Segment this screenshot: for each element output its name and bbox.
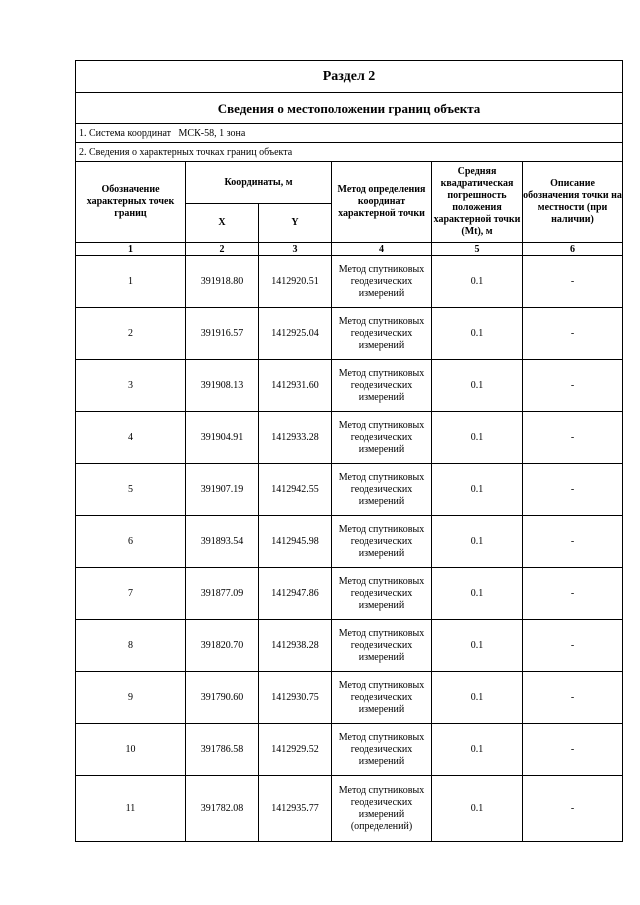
method-cell: Метод спутниковых геодезических измерений [332, 516, 432, 568]
y-coordinate-cell: 1412931.60 [259, 360, 332, 412]
method-cell: Метод спутниковых геодезических измерений [332, 308, 432, 360]
column-numbers-row [76, 243, 623, 256]
point-cell: 10 [76, 724, 186, 776]
point-cell: 6 [76, 516, 186, 568]
accuracy-cell: 0.1 [432, 724, 523, 776]
description-cell: - [523, 568, 623, 620]
accuracy-cell: 0.1 [432, 256, 523, 308]
y-coordinate-cell: 1412935.77 [259, 776, 332, 842]
table-row [76, 360, 623, 412]
point-cell: 7 [76, 568, 186, 620]
y-coordinate-cell: 1412920.51 [259, 256, 332, 308]
accuracy-cell: 0.1 [432, 308, 523, 360]
point-cell: 2 [76, 308, 186, 360]
description-cell: - [523, 256, 623, 308]
point-cell: 1 [76, 256, 186, 308]
method-cell: Метод спутниковых геодезических измерений [332, 724, 432, 776]
description-cell: - [523, 776, 623, 842]
description-cell: - [523, 308, 623, 360]
header-description: Описание обозначения точки на местности (при наличии) [523, 162, 623, 243]
point-cell: 5 [76, 464, 186, 516]
point-cell: 11 [76, 776, 186, 842]
table-subtitle: Сведения о местоположении границ объекта [76, 93, 623, 124]
x-coordinate-cell: 391916.57 [186, 308, 259, 360]
point-cell: 9 [76, 672, 186, 724]
column-number: 4 [332, 243, 432, 256]
header-coordinates: Координаты, м [186, 162, 332, 204]
accuracy-cell: 0.1 [432, 672, 523, 724]
x-coordinate-cell: 391877.09 [186, 568, 259, 620]
y-coordinate-cell: 1412925.04 [259, 308, 332, 360]
method-cell: Метод спутниковых геодезических измерений [332, 464, 432, 516]
accuracy-cell: 0.1 [432, 776, 523, 842]
header-accuracy: Средняя квадратическая погрешность положения характерной точки (Mt), м [432, 162, 523, 243]
header-method: Метод определения координат характерной точки [332, 162, 432, 243]
y-coordinate-cell: 1412942.55 [259, 464, 332, 516]
column-number: 3 [259, 243, 332, 256]
point-cell: 4 [76, 412, 186, 464]
table-row [76, 412, 623, 464]
method-cell: Метод спутниковых геодезических измерений [332, 360, 432, 412]
description-cell: - [523, 464, 623, 516]
x-coordinate-cell: 391893.54 [186, 516, 259, 568]
coordinate-system-info: 1. Система координат МСК-58, 1 зона [76, 124, 623, 143]
description-cell: - [523, 412, 623, 464]
table-row [76, 464, 623, 516]
point-cell: 8 [76, 620, 186, 672]
x-coordinate-cell: 391786.58 [186, 724, 259, 776]
description-cell: - [523, 620, 623, 672]
method-cell: Метод спутниковых геодезических измерений (определений) [332, 776, 432, 842]
header-designation: Обозначение характерных точек границ [76, 162, 186, 243]
table-row [76, 620, 623, 672]
accuracy-cell: 0.1 [432, 620, 523, 672]
table-row [76, 308, 623, 360]
header-x: X [186, 204, 259, 243]
points-heading: 2. Сведения о характерных точках границ объекта [76, 143, 623, 162]
x-coordinate-cell: 391918.80 [186, 256, 259, 308]
table-row [76, 256, 623, 308]
table-row [76, 672, 623, 724]
y-coordinate-cell: 1412938.28 [259, 620, 332, 672]
column-number: 2 [186, 243, 259, 256]
accuracy-cell: 0.1 [432, 516, 523, 568]
boundary-points-table [75, 60, 623, 842]
column-number: 6 [523, 243, 623, 256]
x-coordinate-cell: 391908.13 [186, 360, 259, 412]
description-cell: - [523, 724, 623, 776]
x-coordinate-cell: 391782.08 [186, 776, 259, 842]
y-coordinate-cell: 1412947.86 [259, 568, 332, 620]
method-cell: Метод спутниковых геодезических измерений [332, 568, 432, 620]
method-cell: Метод спутниковых геодезических измерений [332, 412, 432, 464]
y-coordinate-cell: 1412945.98 [259, 516, 332, 568]
y-coordinate-cell: 1412933.28 [259, 412, 332, 464]
y-coordinate-cell: 1412930.75 [259, 672, 332, 724]
accuracy-cell: 0.1 [432, 464, 523, 516]
y-coordinate-cell: 1412929.52 [259, 724, 332, 776]
accuracy-cell: 0.1 [432, 412, 523, 464]
header-y: Y [259, 204, 332, 243]
description-cell: - [523, 672, 623, 724]
accuracy-cell: 0.1 [432, 568, 523, 620]
description-cell: - [523, 516, 623, 568]
x-coordinate-cell: 391820.70 [186, 620, 259, 672]
x-coordinate-cell: 391904.91 [186, 412, 259, 464]
x-coordinate-cell: 391907.19 [186, 464, 259, 516]
table-row [76, 516, 623, 568]
column-number: 5 [432, 243, 523, 256]
x-coordinate-cell: 391790.60 [186, 672, 259, 724]
method-cell: Метод спутниковых геодезических измерений [332, 672, 432, 724]
method-cell: Метод спутниковых геодезических измерений [332, 256, 432, 308]
point-cell: 3 [76, 360, 186, 412]
section-title: Раздел 2 [76, 61, 623, 93]
accuracy-cell: 0.1 [432, 360, 523, 412]
method-cell: Метод спутниковых геодезических измерений [332, 620, 432, 672]
table-row [76, 724, 623, 776]
table-row [76, 568, 623, 620]
document-page [75, 60, 622, 842]
table-row [76, 776, 623, 842]
description-cell: - [523, 360, 623, 412]
column-number: 1 [76, 243, 186, 256]
